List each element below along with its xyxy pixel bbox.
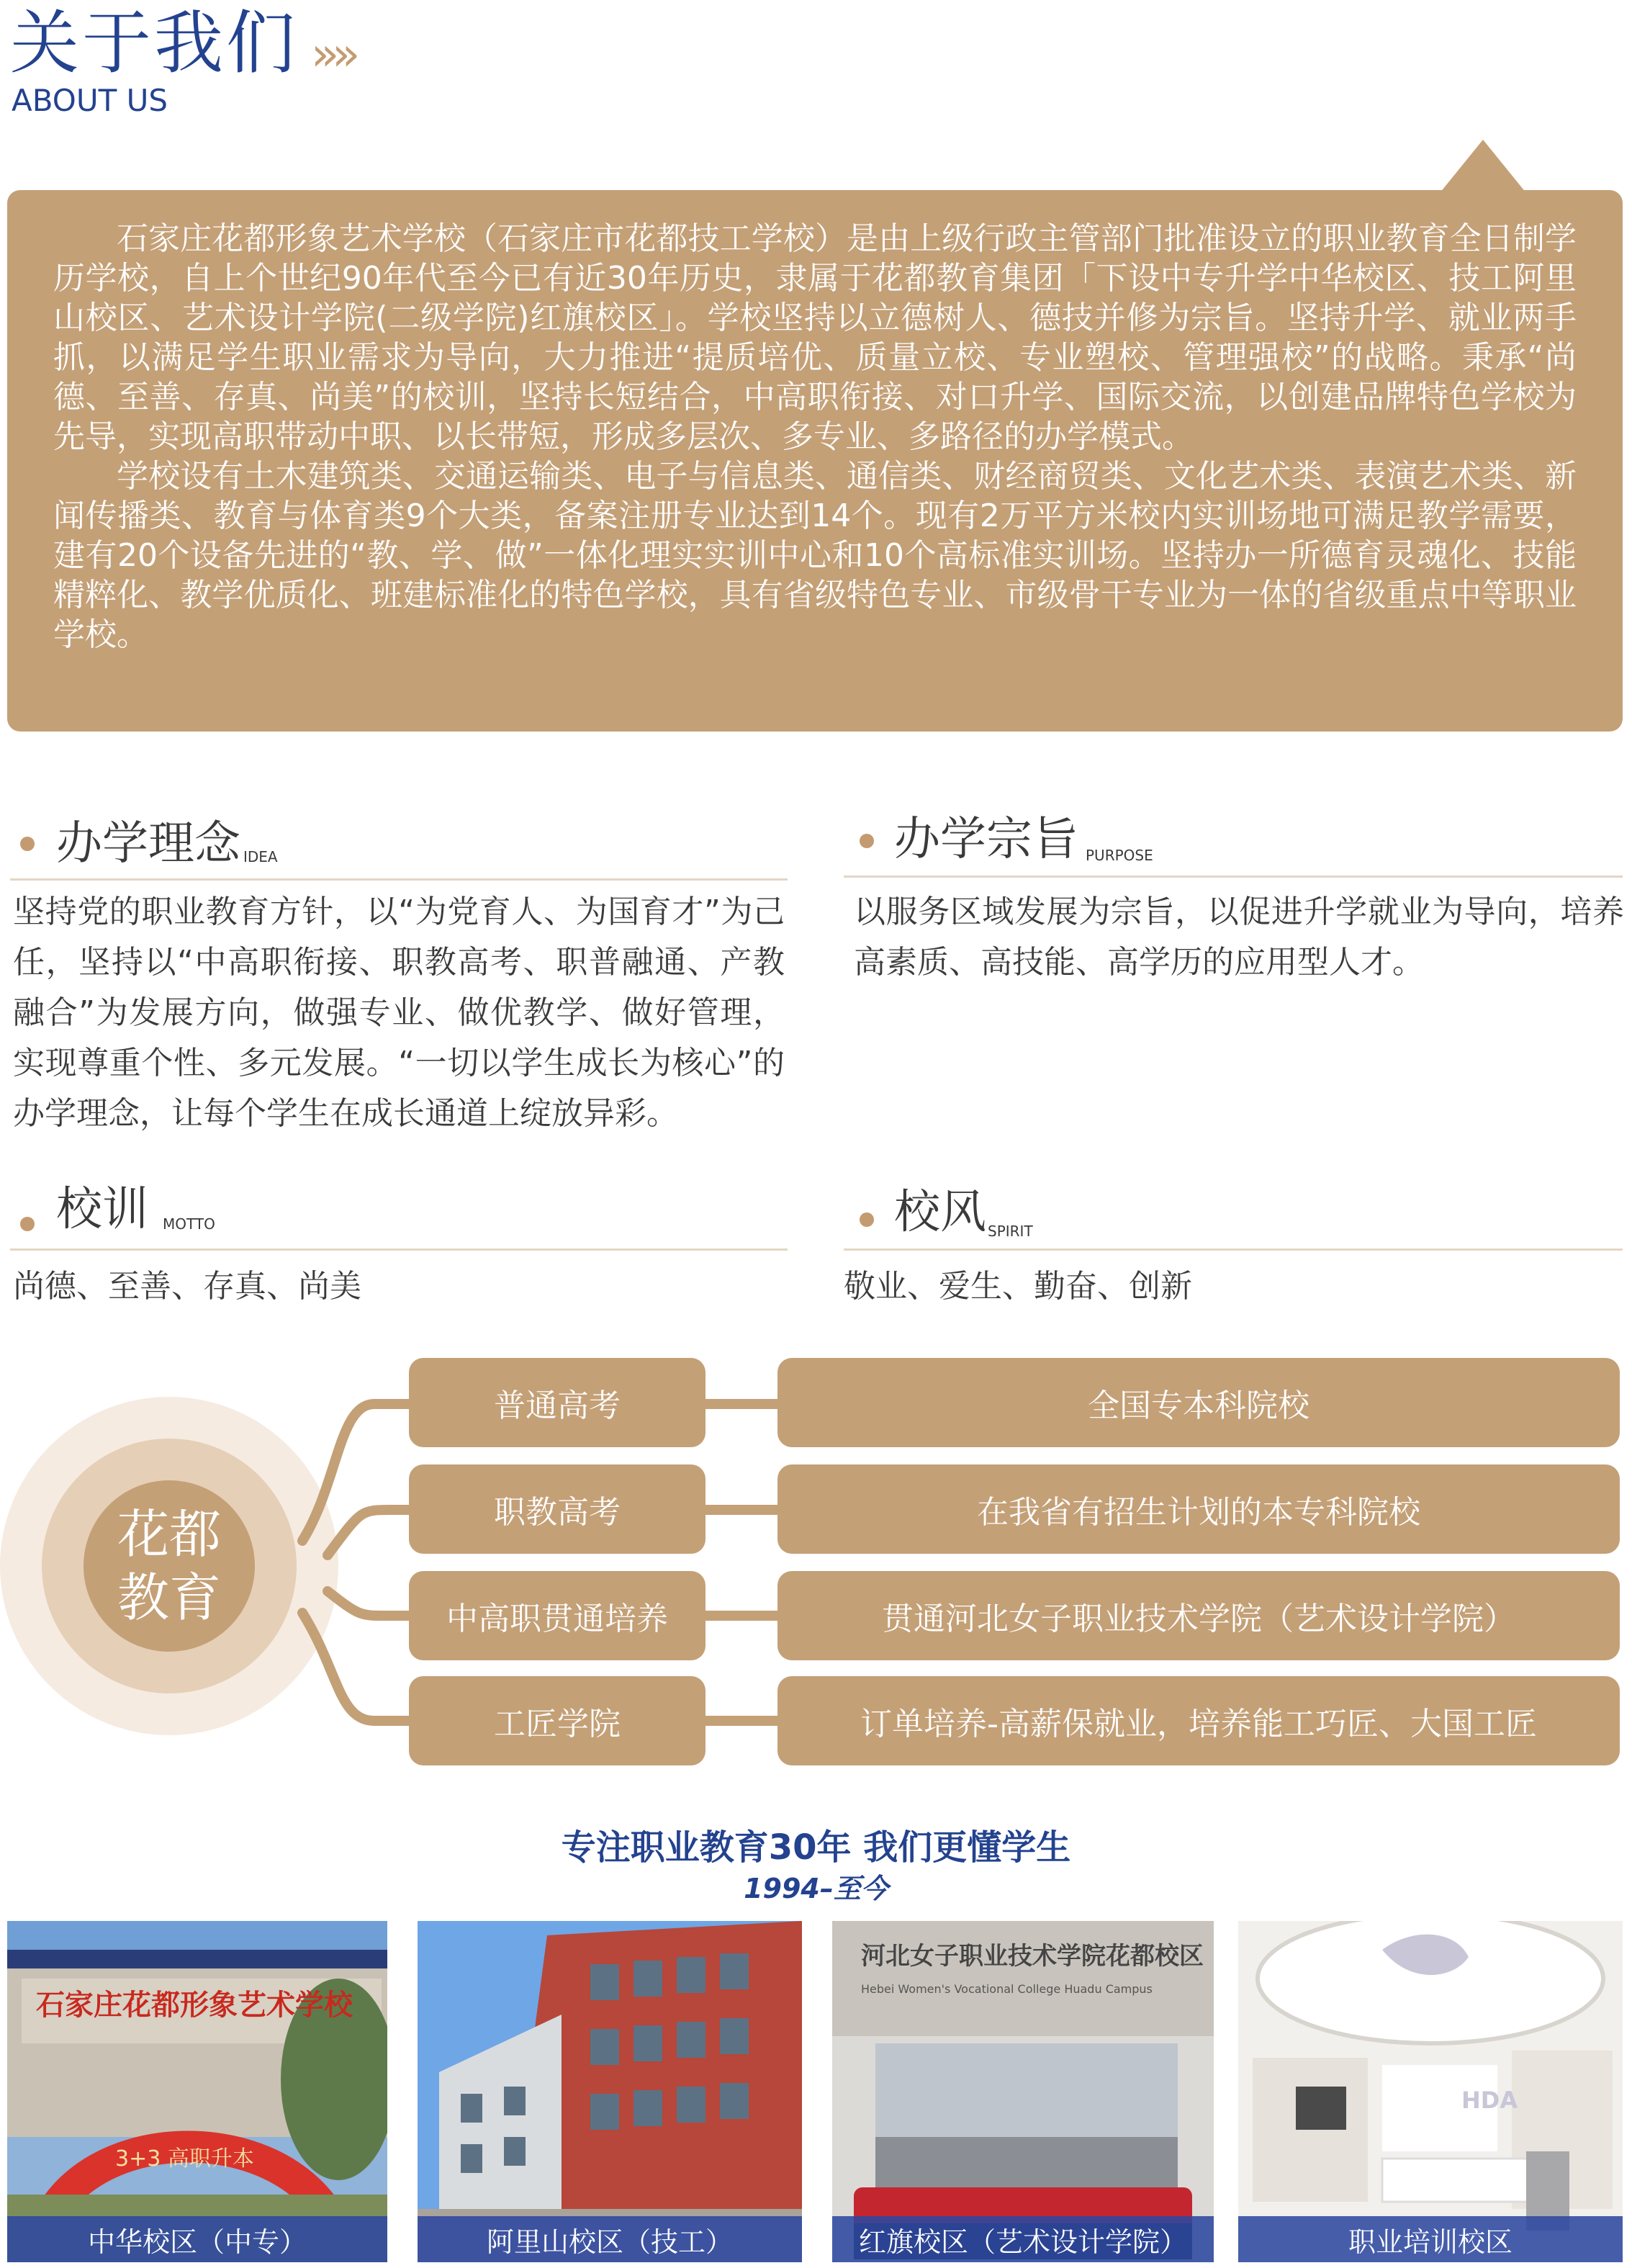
slogan-heading: 专注职业教育30年 我们更懂学生 — [561, 1827, 1071, 1868]
divider — [844, 876, 1623, 878]
bullet-dot — [860, 1212, 874, 1227]
section-en-label: IDEA — [243, 848, 278, 865]
intro-pointer — [1440, 140, 1526, 193]
campus-photo-alishan — [418, 1921, 802, 2262]
section-body: 敬业、爱生、勤奋、创新 — [844, 1268, 1192, 1305]
section-en-label: SPIRIT — [988, 1223, 1033, 1240]
divider — [844, 1248, 1623, 1251]
branch-line — [328, 1591, 415, 1616]
pathway-left-box: 普通高考 — [409, 1358, 705, 1447]
photo-sign-text: 石家庄花都形象艺术学校 — [36, 1988, 353, 2022]
branch-line — [328, 1510, 415, 1555]
pathway-right-box: 在我省有招生计划的本专科院校 — [777, 1464, 1620, 1554]
section-body: 以服务区域发展为宗旨，以促进升学就业为导向，培养高素质、高技能、高学历的应用型人才。 — [854, 894, 1624, 981]
center-label: 花都 — [117, 1504, 221, 1565]
section-title: 办学理念 — [56, 817, 240, 870]
bullet-dot — [860, 834, 874, 848]
intro-paragraph: 石家庄花都形象艺术学校（石家庄市花都技工学校）是由上级行政主管部门批准设立的职业教育全日制学历学校，自上个世纪90年代至今已有近30年历史，隶属于花都教育集团「下设中专升学中华校区、技工阿里山校区、艺术设计学院(二级学院)红旗校区」。学校坚持以立德树人、德技并修为宗旨。坚持升学、就业两手抓，以满足学生职业需求为导向，大力推进“提质培优、质量立校、专业塑校、管理强校”的战略。秉承“尚德、至善、存真、尚美”的校训，坚持长短结合，中高职衔接、对口升学、国际交流，以创建品牌特色学校为先导，实现高职带动中职、以长带短，形成多层次、多专业、多路径的办学模式。 — [53, 220, 1577, 455]
pathway-right-box: 订单培养-高薪保就业，培养能工巧匠、大国工匠 — [777, 1676, 1620, 1765]
pathway-right-box: 贯通河北女子职业技术学院（艺术设计学院） — [777, 1571, 1620, 1660]
intro-box — [7, 190, 1623, 732]
section-body: 坚持党的职业教育方针，以“为党育人、为国育才”为己任，坚持以“中高职衔接、职教高考、职普融通、产教融合”为发展方向，做强专业、做优教学、做好管理，实现尊重个性、多元发展。“一切以学生成长为核心”的办学理念，让每个学生在成长通道上绽放异彩。 — [13, 894, 785, 1132]
campus-photo-hongqi — [832, 1921, 1214, 2262]
section-en-label: PURPOSE — [1086, 847, 1153, 864]
section-body: 尚德、至善、存真、尚美 — [13, 1268, 361, 1305]
campus-photo-training — [1238, 1921, 1623, 2262]
photo-caption: 红旗校区（艺术设计学院） — [832, 2216, 1214, 2262]
pathway-left-box: 工匠学院 — [409, 1676, 705, 1765]
photo-sign-text: HDA — [1461, 2087, 1518, 2114]
center-label: 教育 — [117, 1567, 221, 1628]
bullet-dot — [20, 837, 35, 851]
center-circle — [84, 1480, 255, 1652]
double-chevron-icon: »» — [311, 28, 353, 81]
divider — [10, 1248, 788, 1251]
pathway-left-box: 中高职贯通培养 — [409, 1571, 705, 1660]
campus-photo-image — [7, 1921, 387, 2262]
campus-photo-image — [418, 1921, 802, 2262]
campus-photo-image — [832, 1921, 1214, 2262]
section-title: 校风 — [894, 1186, 986, 1239]
campus-photo-zhonghua — [7, 1921, 387, 2262]
page-subtitle: ABOUT US — [12, 83, 168, 118]
photo-sign-text: 河北女子职业技术学院花都校区 — [861, 1942, 1204, 1971]
bullet-dot — [20, 1217, 35, 1231]
section-title: 校训 — [56, 1183, 148, 1236]
campus-photo-image — [1238, 1921, 1623, 2262]
intro-paragraph: 学校设有土木建筑类、交通运输类、电子与信息类、通信类、财经商贸类、文化艺术类、表演艺术类、新闻传播类、教育与体育类9个大类，备案注册专业达到14个。现有2万平方米校内实训场地可满足教学需要，建有20个设备先进的“教、学、做”一体化理实实训中心和10个高标准实训场。坚持办一所德育灵魂化、技能精粹化、教学优质化、班建标准化的特色学校，具有省级特色专业、市级骨干专业为一体的省级重点中等职业学校。 — [53, 458, 1577, 653]
photo-caption: 中华校区（中专） — [7, 2216, 387, 2262]
pathway-left-box: 职教高考 — [409, 1464, 705, 1554]
page-title: 关于我们 — [10, 3, 298, 84]
photo-caption: 阿里山校区（技工） — [418, 2216, 802, 2262]
divider — [10, 878, 788, 881]
pathway-right-box: 全国专本科院校 — [777, 1358, 1620, 1447]
slogan-years: 1994–至今 — [744, 1873, 888, 1904]
section-en-label: MOTTO — [163, 1215, 215, 1233]
photo-sign-subtext: Hebei Women's Vocational College Huadu Campus — [861, 1982, 1153, 1996]
photo-caption: 职业培训校区 — [1238, 2216, 1623, 2262]
section-title: 办学宗旨 — [894, 813, 1078, 866]
photo-arch-text: 3+3 高职升本 — [115, 2146, 254, 2172]
